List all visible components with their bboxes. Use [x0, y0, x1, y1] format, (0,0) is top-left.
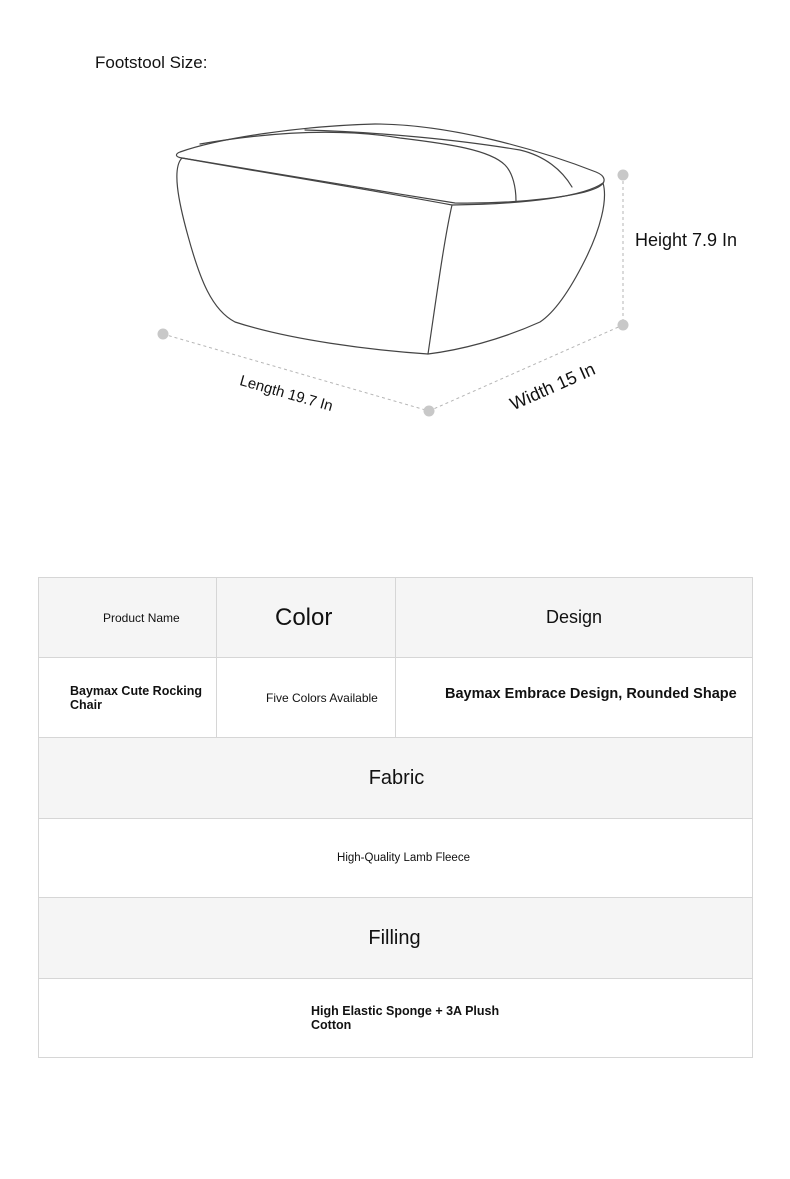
spec-table	[38, 577, 753, 1058]
color-header: Color	[217, 578, 396, 658]
filling-value: High Elastic Sponge + 3A Plush Cotton	[311, 1004, 500, 1032]
footstool-diagram	[0, 0, 790, 470]
table-row	[39, 578, 753, 658]
side-face	[428, 183, 604, 354]
front-face	[177, 158, 452, 354]
table-row	[39, 819, 753, 898]
filling-cell	[39, 979, 753, 1058]
table-row	[39, 738, 753, 819]
table-row	[39, 898, 753, 979]
design-value: Baymax Embrace Design, Rounded Shape	[396, 658, 753, 738]
dot-width-end	[618, 320, 629, 331]
color-value: Five Colors Available	[217, 658, 396, 738]
height-label: Height 7.9 In	[635, 230, 738, 250]
width-label: Width 15 In	[506, 358, 599, 415]
fabric-value: High-Quality Lamb Fleece	[39, 819, 753, 898]
dot-length-start	[158, 329, 169, 340]
cushion-top	[176, 124, 604, 203]
cushion-seam-outer	[305, 130, 572, 187]
footstool-outline	[176, 124, 604, 354]
product-name-header: Product Name	[39, 578, 217, 658]
design-header: Design	[396, 578, 753, 658]
product-name-value: Baymax Cute Rocking Chair	[70, 683, 202, 712]
section-title: Footstool Size:	[95, 53, 208, 72]
fabric-header: Fabric	[39, 738, 753, 819]
filling-header: Filling	[39, 898, 753, 979]
table-row	[39, 658, 753, 738]
dot-corner	[424, 406, 435, 417]
table-row	[39, 979, 753, 1058]
length-label: Length 19.7 In	[237, 372, 335, 416]
dot-height-top	[618, 170, 629, 181]
product-name-cell	[39, 658, 217, 738]
